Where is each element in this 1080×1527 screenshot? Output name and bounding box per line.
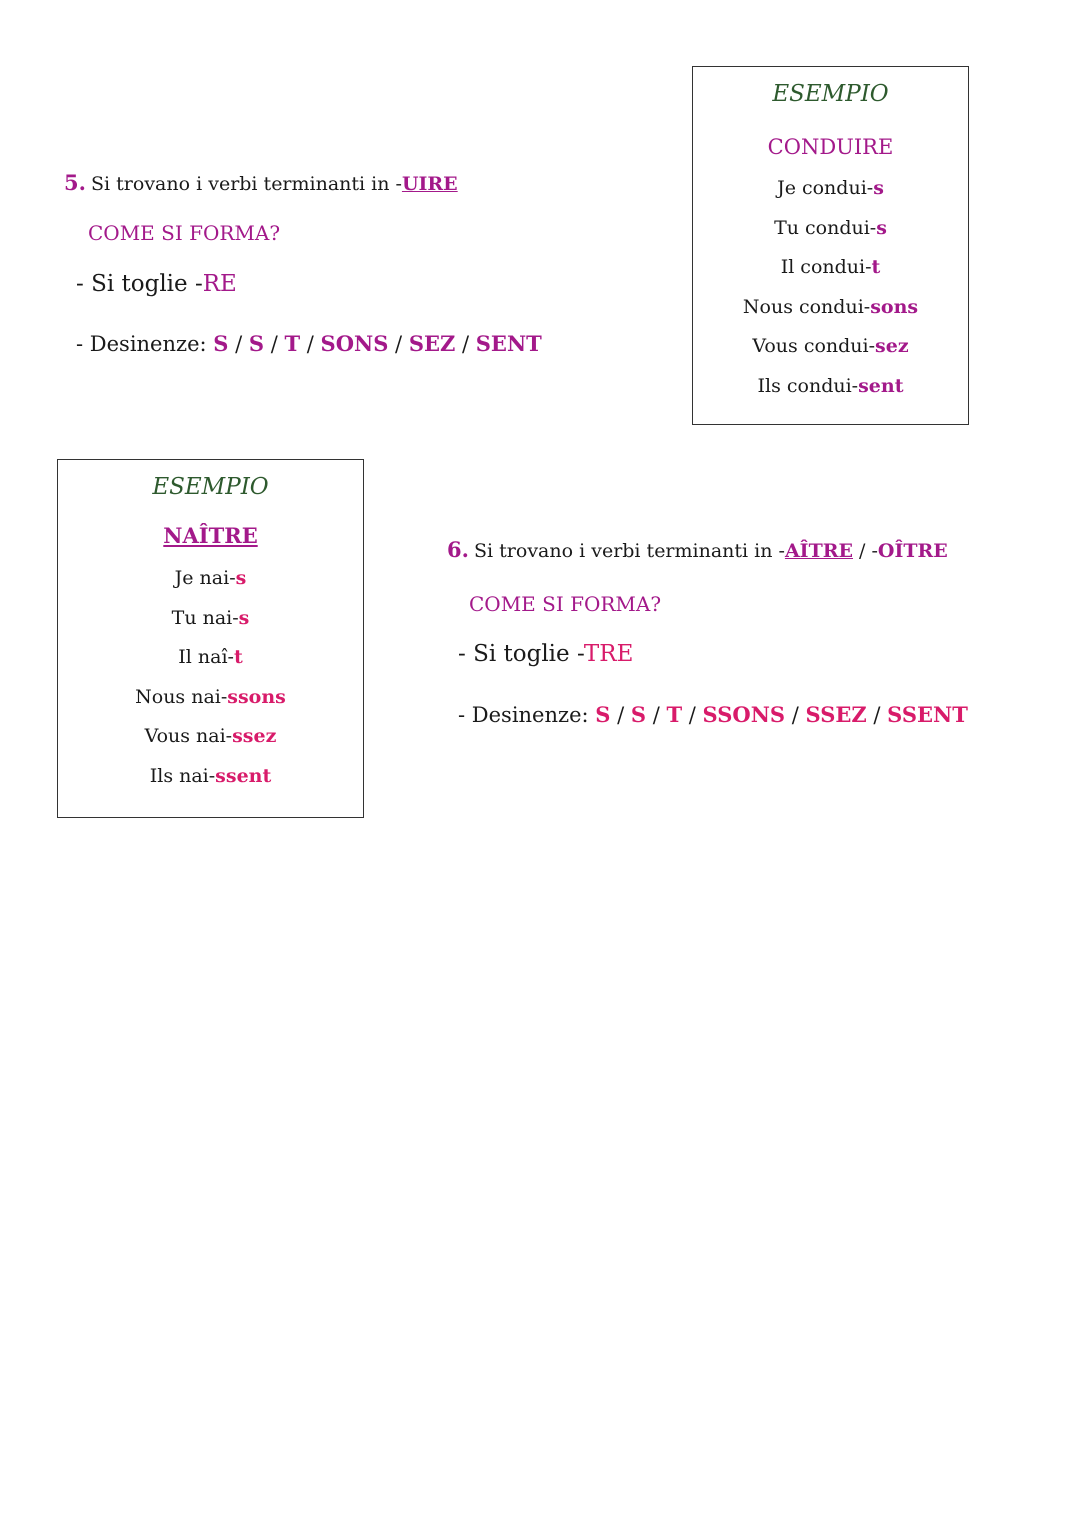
section-6-ending-item: T — [666, 702, 683, 727]
endings-separator: / — [300, 332, 321, 356]
endings-separator: / — [264, 332, 285, 356]
section-5-rule — [64, 170, 458, 195]
example-verb: NAÎTRE — [163, 523, 258, 548]
conjugation-stem: Vous condui- — [752, 335, 876, 357]
section-6-ending-item: S — [595, 702, 611, 727]
section-5-remove — [76, 271, 237, 297]
conjugation-ending: s — [235, 567, 247, 589]
section-5-ending-item: SONS — [320, 331, 389, 356]
conjugation-ending: sez — [875, 335, 909, 357]
section-6-remove — [458, 641, 633, 667]
conjugation-ending: ssez — [232, 725, 277, 747]
conjugation-stem: Je condui- — [777, 177, 874, 199]
endings-separator: / — [228, 332, 249, 356]
section-6-endings-label: - Desinenze: — [458, 703, 596, 727]
endings-separator: / — [866, 703, 888, 727]
endings-separator: / — [610, 703, 631, 727]
endings-separator: / — [785, 703, 806, 727]
conjugation-ending: s — [873, 177, 884, 199]
section-5-ending: UIRE — [401, 173, 458, 195]
conjugation-row — [58, 686, 363, 708]
section-5-ending-item: S — [248, 331, 265, 356]
conjugation-stem: Il naî- — [178, 646, 234, 668]
conjugation-row — [58, 646, 363, 668]
section-5-endings — [76, 331, 542, 356]
section-6-ending-item: SSEZ — [805, 702, 867, 727]
section-6-remove-prefix: - Si toglie - — [458, 641, 584, 667]
endings-separator: / — [646, 703, 667, 727]
section-6-ending-item: SSENT — [887, 702, 968, 727]
example-box-conduire — [692, 66, 969, 425]
conjugation-row — [693, 217, 968, 239]
example-box-naitre — [57, 459, 364, 818]
section-5-remove-suffix: RE — [202, 271, 237, 297]
conjugation-row — [58, 607, 363, 629]
conjugation-stem: Il condui- — [780, 256, 872, 278]
endings-separator: / — [455, 332, 476, 356]
conjugation-ending: s — [238, 607, 250, 629]
section-6-endings — [458, 702, 968, 727]
conjugation-row — [693, 335, 968, 357]
conjugation-ending: s — [876, 217, 887, 239]
section-6-ending-1: AÎTRE — [784, 540, 853, 562]
conjugation-stem: Tu nai- — [171, 607, 239, 629]
section-6-intro: Si trovano i verbi terminanti in - — [474, 540, 785, 562]
section-6-ending-2: OÎTRE — [877, 540, 948, 562]
section-6-mid: / - — [852, 540, 878, 562]
section-5-ending-item: SENT — [475, 331, 542, 356]
section-5-ending-item: T — [284, 331, 301, 356]
example-title: ESEMPIO — [152, 474, 269, 500]
section-6-how: COME SI FORMA? — [469, 592, 662, 616]
conjugation-row — [58, 567, 363, 589]
section-5-ending-item: S — [213, 331, 229, 356]
conjugation-stem: Nous nai- — [135, 686, 228, 708]
conjugation-row — [58, 765, 363, 787]
section-6-ending-item: SSONS — [702, 702, 786, 727]
conjugation-ending: ssons — [227, 686, 286, 708]
conjugation-ending: ssent — [215, 765, 272, 787]
section-5-number: 5. — [64, 170, 86, 195]
conjugation-row — [693, 375, 968, 397]
section-6-number: 6. — [447, 537, 469, 562]
section-5-endings-label: - Desinenze: — [76, 332, 214, 356]
section-6-rule — [447, 537, 948, 562]
conjugation-ending: t — [871, 256, 881, 278]
example-verb: CONDUIRE — [767, 135, 894, 159]
conjugation-stem: Ils condui- — [757, 375, 859, 397]
section-5-intro: Si trovano i verbi terminanti in - — [91, 173, 402, 195]
conjugation-ending: sent — [858, 375, 904, 397]
conjugation-stem: Tu condui- — [774, 217, 877, 239]
conjugation-row — [693, 296, 968, 318]
example-title: ESEMPIO — [772, 81, 889, 107]
conjugation-stem: Nous condui- — [742, 296, 871, 318]
endings-separator: / — [682, 703, 703, 727]
conjugation-row — [58, 725, 363, 747]
section-6-ending-item: S — [630, 702, 647, 727]
conjugation-ending: sons — [870, 296, 919, 318]
conjugation-stem: Ils nai- — [149, 765, 216, 787]
endings-separator: / — [388, 332, 409, 356]
conjugation-row — [693, 256, 968, 278]
conjugation-row — [693, 177, 968, 199]
conjugation-stem: Je nai- — [174, 567, 236, 589]
conjugation-ending: t — [233, 646, 243, 668]
section-5-how: COME SI FORMA? — [88, 221, 281, 245]
section-5-ending-item: SEZ — [408, 331, 456, 356]
section-6-remove-suffix: TRE — [583, 641, 634, 667]
conjugation-stem: Vous nai- — [144, 725, 233, 747]
section-5-remove-prefix: - Si toglie - — [76, 271, 203, 297]
